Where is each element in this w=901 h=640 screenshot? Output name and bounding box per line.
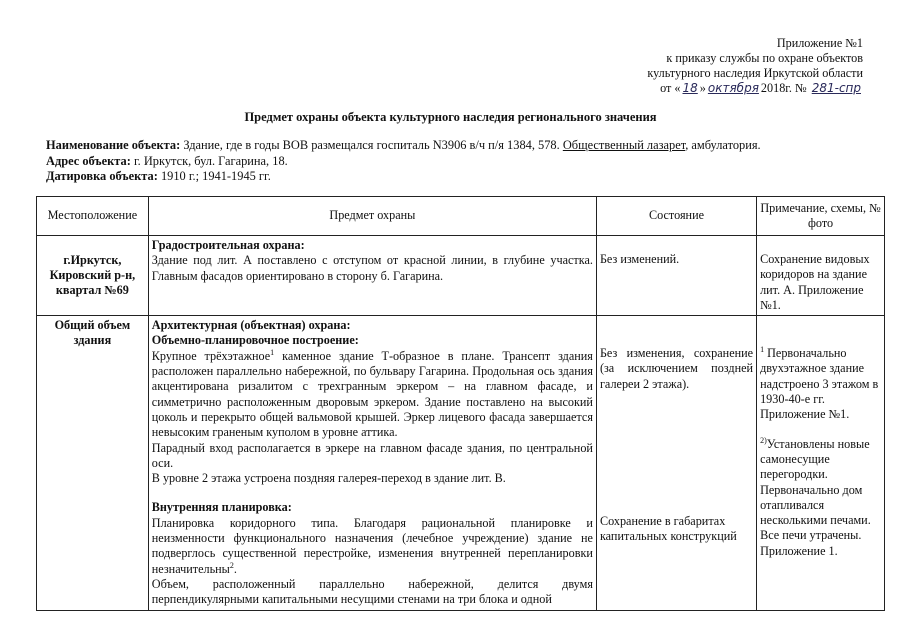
object-name-line bbox=[46, 138, 866, 154]
footnote-ref-2: 2 bbox=[229, 560, 234, 570]
appendix-line-1: Приложение №1 bbox=[776, 36, 863, 50]
object-date-line bbox=[46, 169, 866, 185]
object-name-value: Здание, где в годы ВОВ размещался госпиталь N3906 в/ч п/я 1384, 578. bbox=[180, 138, 563, 152]
row1-state-text: Без изменений. bbox=[599, 252, 680, 266]
row2-text-5: Объем, расположенный параллельно набережной, делится двумя перпендикулярными капитальными несущими стенами на три блока и одной bbox=[151, 576, 593, 607]
row2-text-3: В уровне 2 этажа устроена поздняя галерея-переход в здание лит. В. bbox=[151, 471, 506, 486]
header-location: Местоположение bbox=[37, 197, 149, 236]
handwritten-day: 18 bbox=[682, 81, 698, 95]
appendix-block bbox=[647, 36, 863, 96]
object-name-underlined: Общественный лазарет bbox=[562, 138, 686, 152]
row2-state-2: Сохранение в габаритах капитальных конструкций bbox=[599, 514, 737, 544]
row2-note-1-ref: Приложение №1. bbox=[760, 407, 850, 422]
handwritten-order-number: 281-спр bbox=[811, 81, 861, 95]
object-name-tail: , амбулатория. bbox=[685, 138, 761, 152]
row2-note bbox=[757, 316, 885, 610]
row1-subject-heading: Градостроительная охрана: bbox=[151, 238, 305, 252]
table-row bbox=[37, 316, 885, 610]
row2-text-1: Крупное трёхэтажное$^1$ каменное здание Т-образное в плане. Трансепт здания расположен параллельно набережной, по бульвару Гагарина. Продольная ось здания акцентирована ризалитом с трехгранным эркером – на главном фасаде, и симметрично расположенным дворовым эркером. Здание поставлено на высокий цоколь и перекрыто общей вальмовой крышей. Эркер лицевого фасада завершается невысоким граненым куполом в уровне аттика. bbox=[151, 347, 593, 440]
object-date-value: 1910 г.; 1941-1945 гг. bbox=[157, 169, 271, 183]
object-address-line bbox=[46, 154, 866, 170]
row1-location: г.Иркутск, Кировский р-н, квартал №69 bbox=[37, 236, 149, 316]
date-prefix: от « bbox=[660, 81, 681, 95]
object-address-value: г. Иркутск, бул. Гагарина, 18. bbox=[130, 153, 288, 168]
row2-heading-interior: Внутренняя планировка: bbox=[151, 500, 292, 515]
row1-note bbox=[757, 236, 885, 316]
footnote-ref-1: 1 bbox=[270, 347, 275, 357]
table-header-row bbox=[37, 197, 885, 236]
header-state: Состояние bbox=[596, 197, 756, 236]
row2-heading-volume: Объемно-планировочное построение: bbox=[151, 333, 359, 348]
row2-state-1: Без изменения, сохранение (за исключением поздней галереи 2 этажа). bbox=[599, 346, 754, 391]
protection-table bbox=[36, 196, 885, 611]
row2-subject bbox=[148, 316, 596, 610]
row2-heading-arch: Архитектурная (объектная) охрана: bbox=[151, 318, 351, 333]
header-subject: Предмет охраны bbox=[148, 197, 596, 236]
row2-text-4: Планировка коридорного типа. Благодаря рациональной планировке и неизменности функционального назначения (лечебное учреждение) здание не подверглось существенной перестройке, изменения внутренней перепланировки незначительны$^2$. bbox=[151, 515, 593, 576]
date-year: 2018г. № bbox=[760, 81, 807, 95]
row1-note-text: Сохранение видовых коридоров на здание лит. А. Приложение №1. bbox=[760, 252, 870, 312]
row1-state bbox=[596, 236, 756, 316]
table-row bbox=[37, 236, 885, 316]
object-meta bbox=[46, 138, 866, 185]
row1-subject-text: Здание под лит. А поставлено с отступом от красной линии, в глубине участка. Главным фасадов ориентировано в сторону б. Гагарина. bbox=[151, 253, 593, 283]
row2-location: Общий объем здания bbox=[37, 316, 149, 610]
row2-note-2: $^{2)}$Установлены новые самонесущие перегородки. Первоначально дом отапливался несколькими печами. Все печи утрачены. bbox=[760, 435, 871, 543]
object-date-label: Датировка объекта: bbox=[46, 169, 158, 183]
handwritten-month: октября bbox=[707, 81, 759, 95]
row2-note-2-ref: Приложение 1. bbox=[760, 543, 838, 558]
object-address-label: Адрес объекта: bbox=[46, 153, 131, 168]
header-note: Примечание, схемы, № фото bbox=[757, 197, 885, 236]
row2-state bbox=[596, 316, 756, 610]
object-name-label: Наименование объекта: bbox=[46, 138, 181, 152]
date-mid: » bbox=[699, 81, 706, 95]
row2-text-2: Парадный вход располагается в эркере на главном фасаде здания, по центральной оси. bbox=[151, 440, 593, 470]
appendix-date-line bbox=[647, 81, 863, 96]
row2-note-1: $^1$ Первоначально двухэтажное здание надстроено 3 этажом в 1930-40-е гг. bbox=[760, 345, 879, 407]
row1-subject bbox=[148, 236, 596, 316]
appendix-line-3: культурного наследия Иркутской области bbox=[647, 66, 863, 80]
document-title: Предмет охраны объекта культурного наследия регионального значения bbox=[244, 110, 657, 124]
appendix-line-2: к приказу службы по охране объектов bbox=[666, 51, 863, 65]
